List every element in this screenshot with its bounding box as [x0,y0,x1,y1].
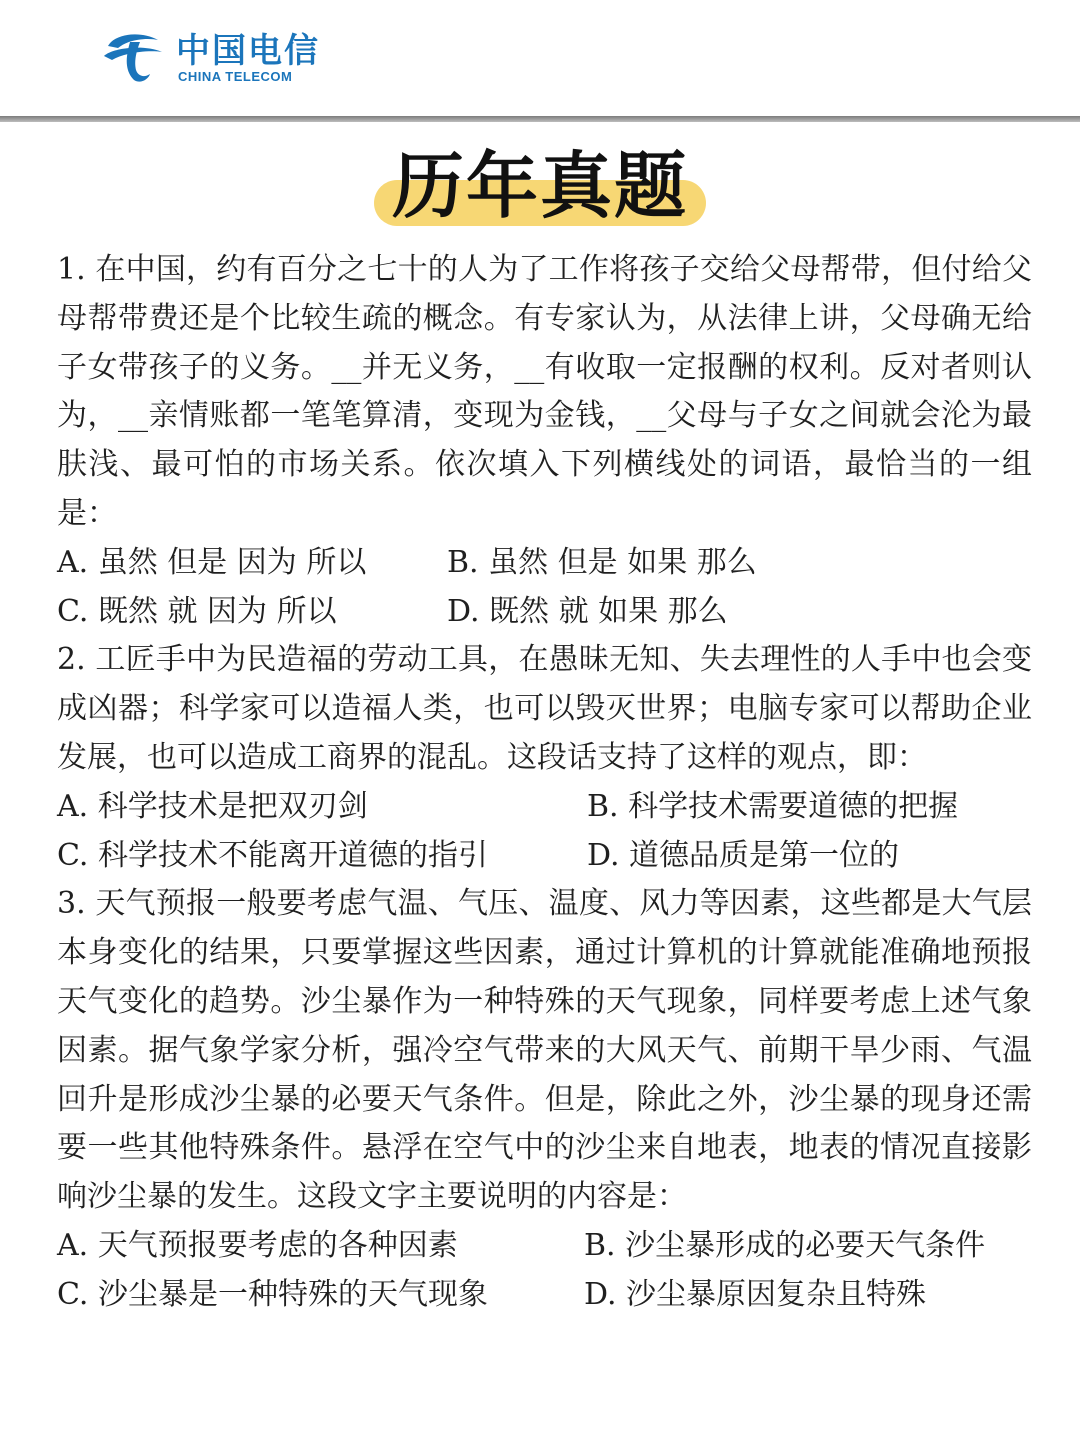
brand-logo [100,24,320,94]
question-3 [57,880,1032,1319]
question-list [57,246,1032,1320]
option-d: D. 道德品质是第一位的 [587,837,900,873]
option-row [57,783,1032,832]
option-row [57,539,1032,588]
page-title: 历年真题 [391,144,688,228]
brand-name-cn: 中国电信 [176,31,320,71]
option-a: A. 科学技术是把双刃剑 [57,788,368,824]
question-1 [57,246,1032,636]
option-b: B. 虽然 但是 如果 那么 [447,544,757,580]
title-block [0,138,1080,238]
header [0,0,1080,116]
question-text: 2. 工匠手中为民造福的劳动工具，在愚昧无知、失去理性的人手中也会变成凶器；科学家可以造福人类，也可以毁灭世界；电脑专家可以帮助企业发展，也可以造成工商界的混乱。这段话支持了这样的观点，即： [57,642,1032,775]
option-a: A. 天气预报要考虑的各种因素 [57,1227,458,1263]
option-a: A. 虽然 但是 因为 所以 [57,544,367,580]
option-c: C. 既然 就 因为 所以 [57,593,337,629]
option-row [57,1222,1032,1271]
question-text: 3. 天气预报一般要考虑气温、气压、温度、风力等因素，这些都是大气层本身变化的结果，只要掌握这些因素，通过计算机的计算就能准确地预报天气变化的趋势。沙尘暴作为一种特殊的天气现象，同样要考虑上述气象因素。据气象学家分析，强冷空气带来的大风天气、前期干旱少雨、气温回升是形成沙尘暴的必要天气条件。但是，除此之外，沙尘暴的现身还需要一些其他特殊条件。悬浮在空气中的沙尘来自地表，地表的情况直接影响沙尘暴的发生。这段文字主要说明的内容是： [57,886,1032,1215]
question-2 [57,636,1032,880]
option-row [57,1271,1032,1320]
option-c: C. 科学技术不能离开道德的指引 [57,837,488,873]
option-c: C. 沙尘暴是一种特殊的天气现象 [57,1276,488,1312]
option-b: B. 沙尘暴形成的必要天气条件 [584,1227,986,1263]
question-text: 1. 在中国，约有百分之七十的人为了工作将孩子交给父母帮带，但付给父母帮带费还是个比较生疏的概念。有专家认为，从法律上讲，父母确无给子女带孩子的义务。__并无义务，__有收取一定报酬的权利。反对者则认为，__亲情账都一笔笔算清，变现为金钱，__父母与子女之间就会沦为最肤浅、最可怕的市场关系。依次填入下列横线处的词语，最恰当的一组是： [57,252,1032,531]
option-d: D. 既然 就 如果 那么 [447,593,728,629]
china-telecom-logo-icon [100,26,166,92]
option-b: B. 科学技术需要道德的把握 [587,788,959,824]
option-d: D. 沙尘暴原因复杂且特殊 [584,1276,927,1312]
option-row [57,832,1032,881]
header-divider [0,116,1080,122]
option-row [57,588,1032,637]
brand-name-en: CHINA TELECOM [178,69,293,84]
